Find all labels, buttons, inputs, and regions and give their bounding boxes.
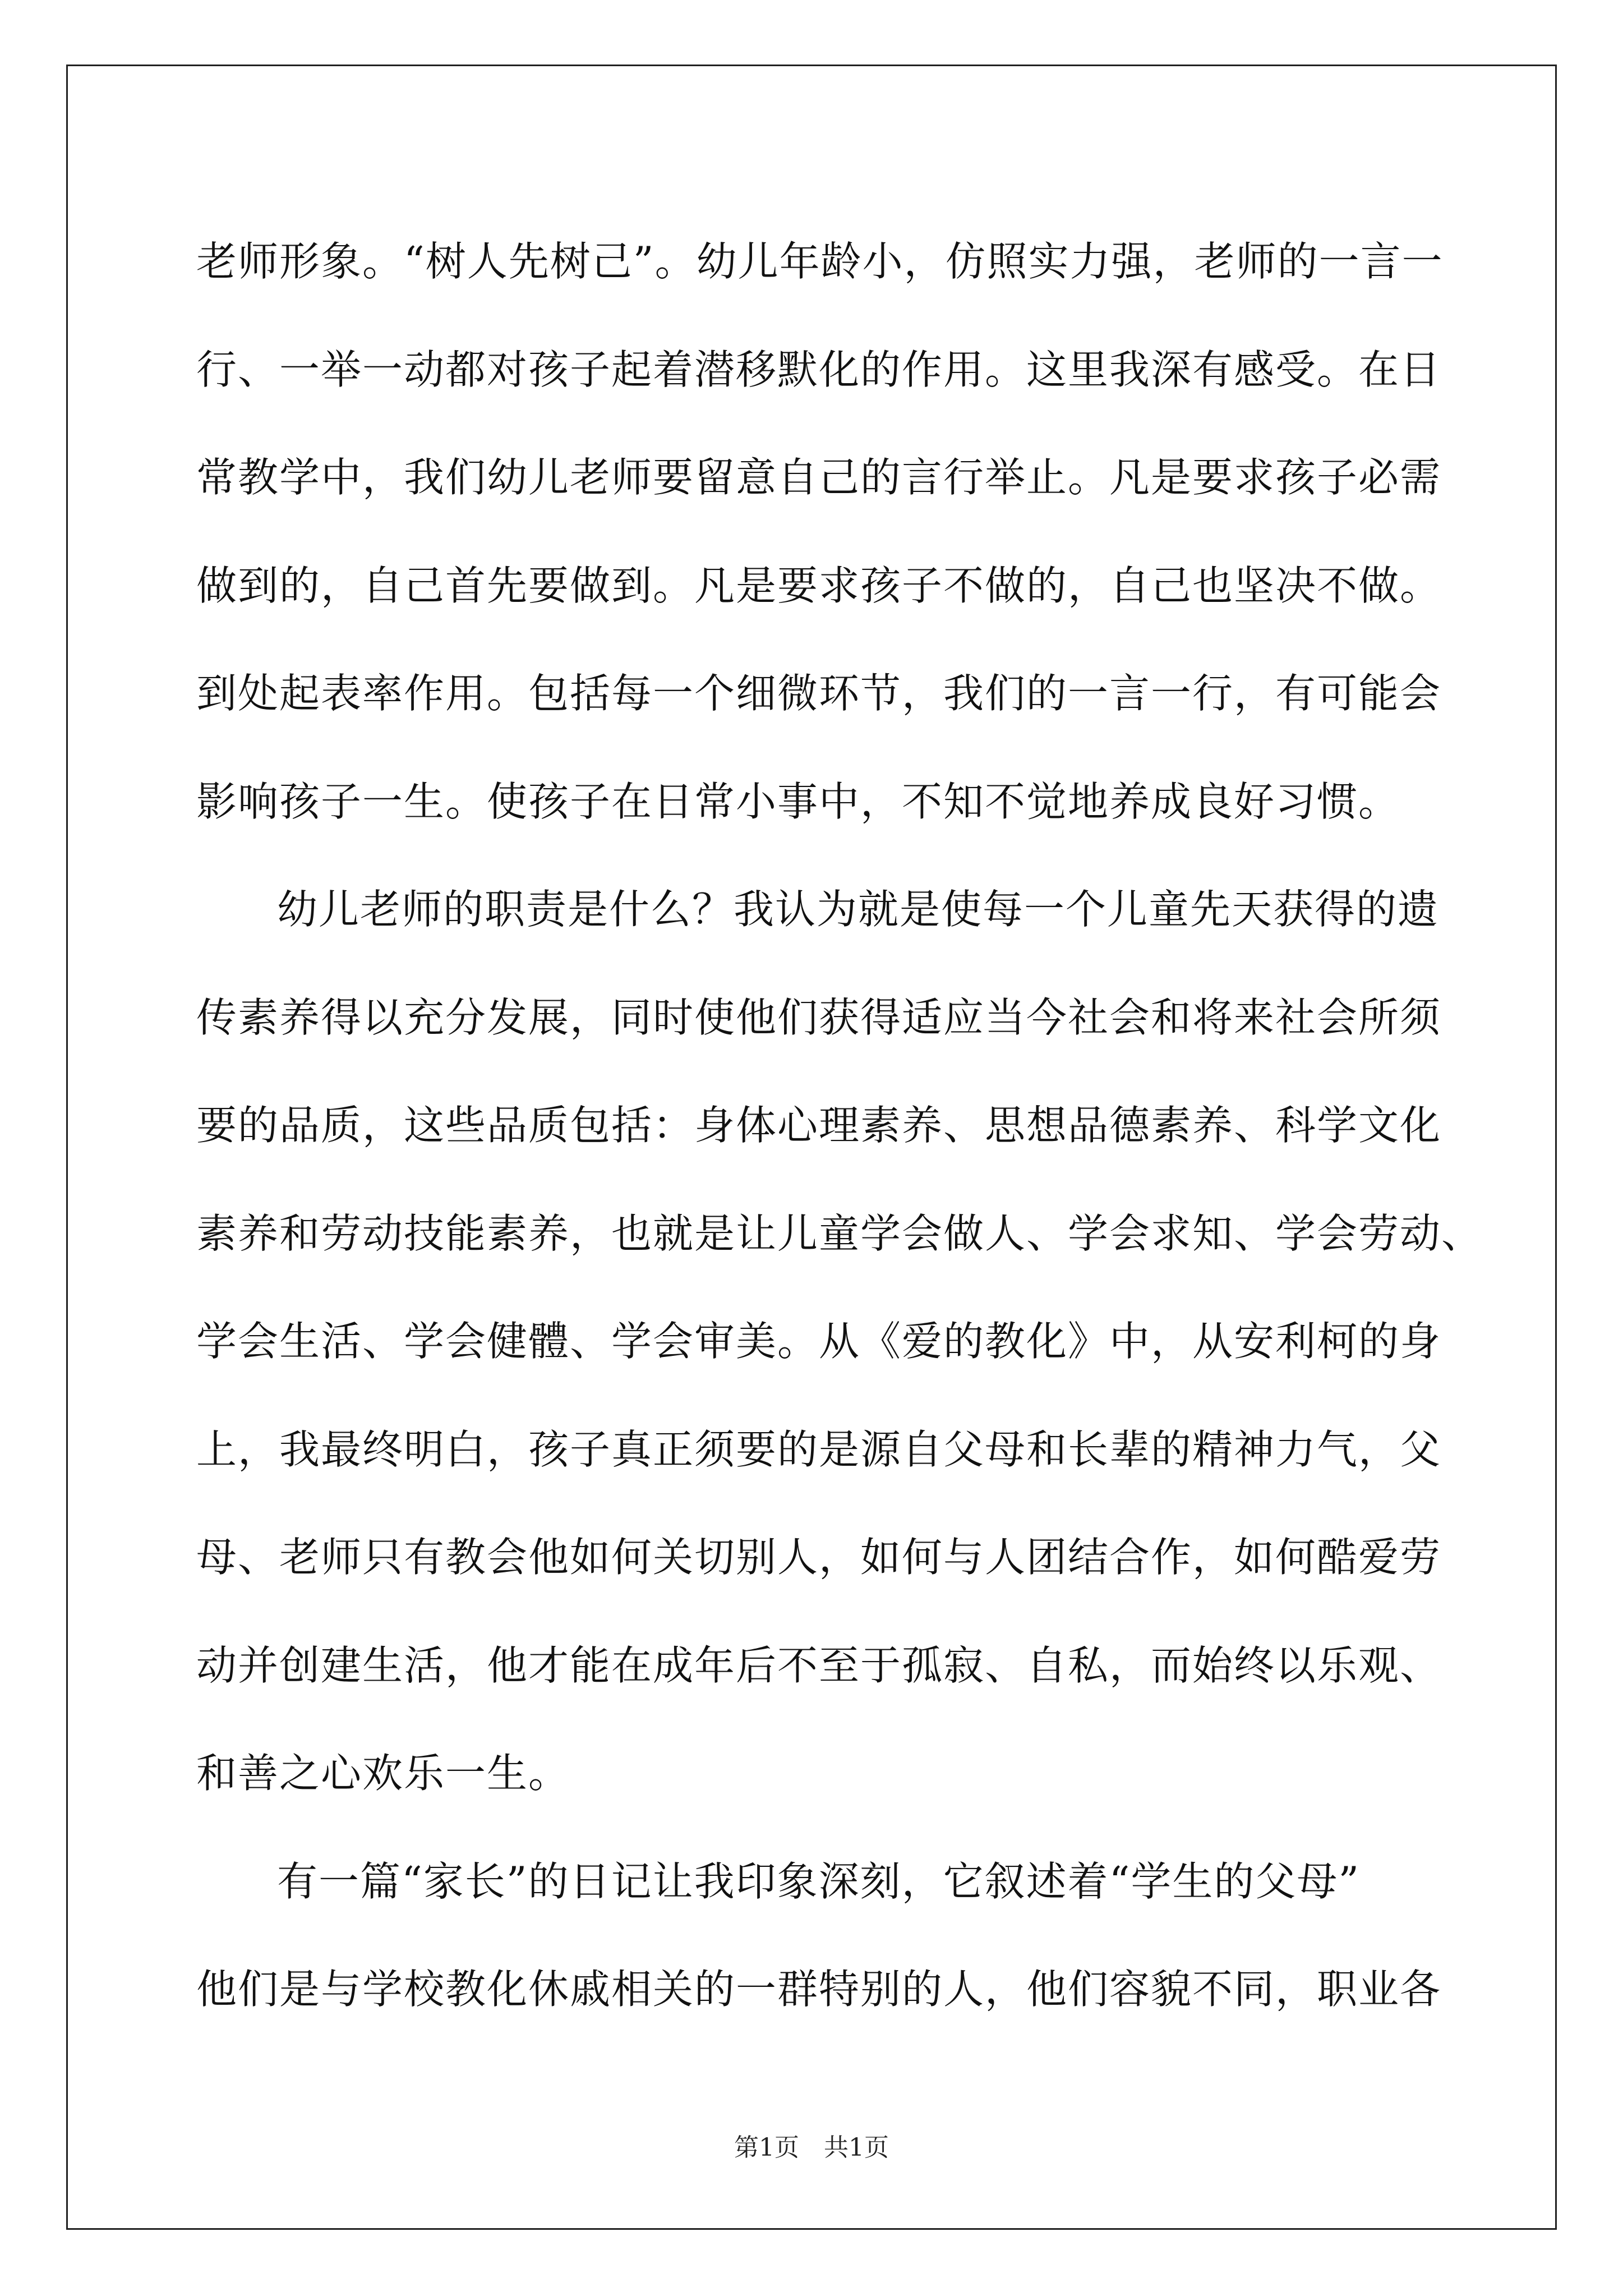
- text-line: 他们是与学校教化休戚相关的一群特别的人，他们容貌不同，职业各: [196, 1966, 1442, 2013]
- text-line: 做到的，自己首先要做到。凡是要求孩子不做的，自己也坚决不做。: [196, 562, 1442, 609]
- text-line: 素养和劳动技能素养，也就是让儿童学会做人、学会求知、学会劳动、: [196, 1209, 1483, 1257]
- text-line: 和善之心欢乐一生。: [196, 1750, 570, 1797]
- text-line: 幼儿老师的职责是什么？我认为就是使每一个儿童先天获得的遗: [277, 886, 1440, 933]
- text-line: 传素养得以充分发展，同时使他们获得适应当今社会和将来社会所须: [196, 993, 1442, 1041]
- text-line: 母、老师只有教会他如何关切别人，如何与人团结合作，如何酷爱劳: [196, 1534, 1442, 1581]
- document-body: [196, 208, 1486, 2044]
- page-footer: 第1页 共1页: [734, 2133, 889, 2162]
- text-line: 老师形象。“树人先树己”。幼儿年龄小，仿照实力强，老师的一言一: [196, 238, 1444, 285]
- text-line: 行、一举一动都对孩子起着潜移默化的作用。这里我深有感受。在日: [196, 346, 1442, 393]
- text-line: 学会生活、学会健體、学会审美。从《爱的教化》中，从安利柯的身: [196, 1318, 1442, 1365]
- text-line: 上，我最终明白，孩子真正须要的是源自父母和长辈的精神力气，父: [196, 1425, 1442, 1473]
- text-line: 有一篇“家长”的日记让我印象深刻，它叙述着“学生的父母”: [277, 1857, 1361, 1905]
- text-line: 影响孩子一生。使孩子在日常小事中，不知不觉地养成良好习惯。: [196, 777, 1400, 825]
- text-line: 到处起表率作用。包括每一个细微环节，我们的一言一行，有可能会: [196, 670, 1442, 717]
- text-line: 常教学中，我们幼儿老师要留意自己的言行举止。凡是要求孩子必需: [196, 454, 1442, 501]
- text-line: 要的品质，这些品质包括：身体心理素养、思想品德素养、科学文化: [196, 1102, 1442, 1149]
- text-line: 动并创建生活，他才能在成年后不至于孤寂、自私，而始终以乐观、: [196, 1641, 1442, 1689]
